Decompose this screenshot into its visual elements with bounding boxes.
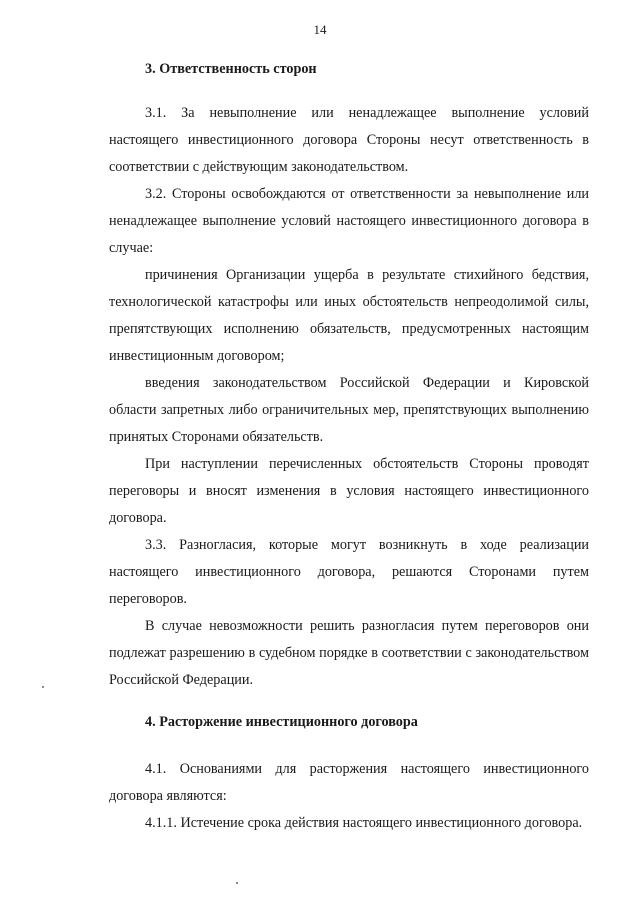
- scan-speck: [42, 686, 44, 688]
- clause-3-2-item-restrictions: введения законодательством Российской Федерации и Кировской области запретных либо ограничительных мер, препятствующих выполнению принятых Сторонами обязательств.: [109, 375, 589, 445]
- clause-3-2: 3.2. Стороны освобождаются от ответственности за невыполнение или ненадлежащее выполнение условий настоящего инвестиционного договора в случае:: [109, 186, 589, 256]
- clause-3-2-negotiation: При наступлении перечисленных обстоятельств Стороны проводят переговоры и вносят изменения в условия настоящего инвестиционного договора.: [109, 456, 589, 526]
- section-heading-responsibility: 3. Ответственность сторон: [145, 61, 317, 77]
- page-number: 14: [313, 22, 327, 37]
- clause-3-1: 3.1. За невыполнение или ненадлежащее выполнение условий настоящего инвестиционного договора Стороны несут ответственность в соответствии с действующим законодательством.: [109, 105, 589, 175]
- clause-4-1: 4.1. Основаниями для расторжения настоящего инвестиционного договора являются:: [109, 761, 589, 804]
- clause-3-3: 3.3. Разногласия, которые могут возникнуть в ходе реализации настоящего инвестиционного договора, решаются Сторонами путем переговоров.: [109, 537, 589, 607]
- clause-4-1-1: 4.1.1. Истечение срока действия настоящего инвестиционного договора.: [145, 815, 583, 831]
- page-body: [109, 56, 589, 837]
- scan-speck: [236, 882, 238, 884]
- section-heading-termination: 4. Расторжение инвестиционного договора: [145, 714, 418, 730]
- clause-3-2-item-damage: причинения Организации ущерба в результате стихийного бедствия, технологической катастрофы или иных обстоятельств непреодолимой силы, препятствующих исполнению обязательств, предусмотренных настоящим инвестиционным договором;: [109, 267, 589, 364]
- clause-3-3-court: В случае невозможности решить разногласия путем переговоров они подлежат разрешению в судебном порядке в соответствии с законодательством Российской Федерации.: [109, 618, 589, 688]
